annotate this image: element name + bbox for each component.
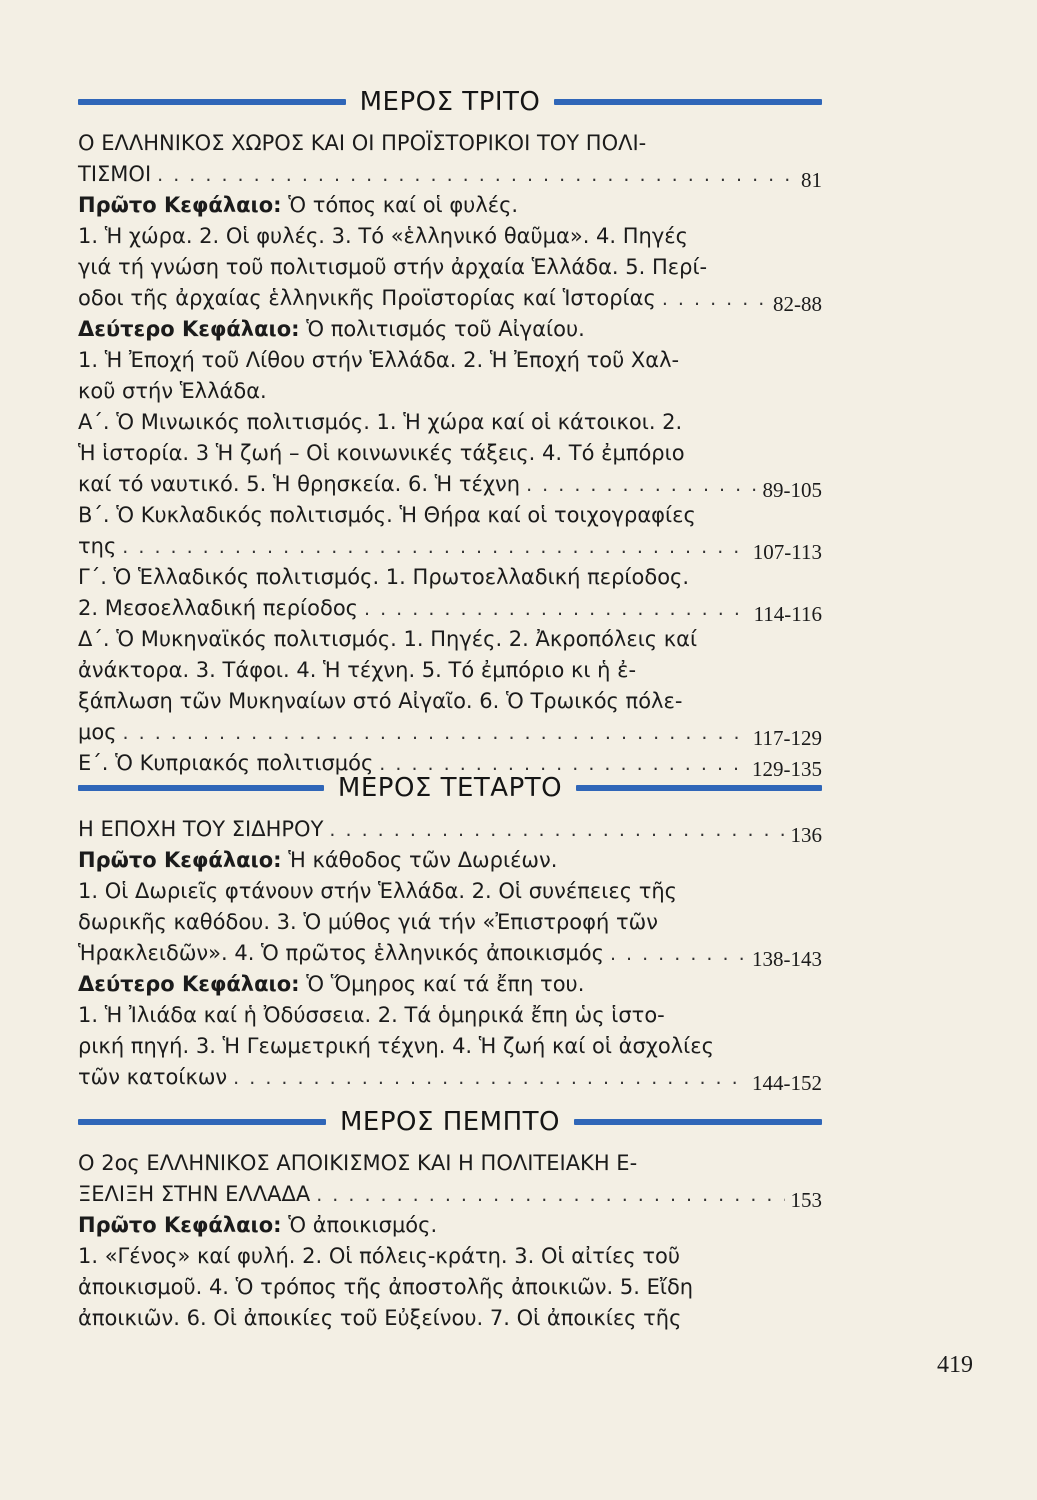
chapter-heading-line: [78, 1210, 822, 1241]
dot-leader: [329, 815, 784, 846]
line-text: [78, 1210, 437, 1241]
line-text: [78, 1000, 665, 1031]
dot-leader: [316, 1180, 784, 1211]
line-content: Α΄. Ὁ Μινωικός πολιτισμός. 1. Ἡ χώρα καί οἱ κάτοικοι. 2.: [78, 410, 683, 434]
dot-leader: [662, 284, 767, 315]
toc-entry-line: [78, 159, 822, 190]
toc-text-line: [78, 345, 822, 376]
line-content: της: [78, 534, 117, 558]
toc-text-line: [78, 562, 822, 593]
line-text: [78, 1272, 693, 1303]
line-content: ἀποικιῶν. 6. Οἱ ἀποικίες τοῦ Εὐξείνου. 7. Οἱ ἀποικίες τῆς: [78, 1306, 682, 1330]
line-content: Ε΄. Ὁ Κυπριακός πολιτισμός: [78, 751, 374, 775]
dot-leader: [123, 718, 747, 749]
line-content: ρική πηγή. 3. Ἡ Γεωμετρική τέχνη. 4. Ἡ ζωή καί οἱ ἀσχολίες: [78, 1034, 714, 1058]
line-text: [78, 314, 585, 345]
chapter-label: Δεύτερο Κεφάλαιο:: [78, 317, 300, 341]
dot-leader: [122, 532, 747, 563]
line-text: [78, 969, 584, 1000]
line-text: [78, 283, 656, 314]
line-text: [78, 814, 323, 845]
dot-leader: [526, 470, 756, 501]
line-text: [78, 686, 682, 717]
line-content: Ἡ ἱστορία. 3 Ἡ ζωή – Οἱ κοινωνικές τάξεις. 4. Τό ἐμπόριο: [78, 441, 685, 465]
line-content: Ὁ τόπος καί οἱ φυλές.: [281, 193, 519, 217]
line-text: [78, 345, 679, 376]
line-content: 1. Ἡ Ἰλιάδα καί ἡ Ὀδύσσεια. 2. Τά ὁμηρικά ἔπη ὡς ἱστο-: [78, 1003, 665, 1027]
line-content: 1. Ἡ Ἐποχή τοῦ Λίθου στήν Ἑλλάδα. 2. Ἡ Ἐποχή τοῦ Χαλ-: [78, 348, 680, 372]
page-ref: 136: [790, 823, 822, 847]
part-heading: [78, 768, 822, 808]
dot-leader: [364, 594, 748, 625]
chapter-heading-line: [78, 969, 822, 1000]
toc-text-line: [78, 128, 822, 159]
line-content: Η ΕΠΟΧΗ ΤΟΥ ΣΙΔΗΡΟΥ: [78, 817, 324, 841]
chapter-label: Πρῶτο Κεφάλαιο:: [78, 1213, 282, 1237]
heading-rule-right: [554, 99, 822, 105]
toc-text-line: [78, 1000, 822, 1031]
toc-entry-line: [78, 283, 822, 314]
line-text: [78, 717, 117, 748]
page-ref: 129-135: [752, 757, 822, 781]
page-ref: 107-113: [752, 540, 822, 564]
toc-entry-line: [78, 1179, 822, 1210]
toc-text-line: [78, 252, 822, 283]
line-content: Ο ΕΛΛΗΝΙΚΟΣ ΧΩΡΟΣ ΚΑΙ ΟΙ ΠΡΟΪΣΤΟΡΙΚΟΙ ΤΟΥ ΠΟΛΙ-: [78, 131, 647, 155]
line-content: οδοι τῆς ἀρχαίας ἑλληνικῆς Προϊστορίας καί Ἱστορίας: [78, 286, 656, 310]
toc-entry-line: [78, 938, 822, 969]
line-content: ξάπλωση τῶν Μυκηναίων στό Αἰγαῖο. 6. Ὁ Τρωικός πόλε-: [78, 689, 683, 713]
line-content: Ἡ κάθοδος τῶν Δωριέων.: [281, 848, 558, 872]
chapter-label: Πρῶτο Κεφάλαιο:: [78, 848, 282, 872]
part-heading: [78, 1102, 822, 1142]
line-text: [78, 221, 688, 252]
line-text: [78, 407, 682, 438]
page-ref: 144-152: [752, 1071, 822, 1095]
line-content: 1. Ἡ χώρα. 2. Οἱ φυλές. 3. Τό «ἑλληνικό θαῦμα». 4. Πηγές: [78, 224, 688, 248]
line-content: ΤΙΣΜΟΙ: [78, 162, 152, 186]
toc-section: [78, 814, 822, 1093]
toc-section: [78, 1148, 822, 1334]
line-content: ΞΕΛΙΞΗ ΣΤΗΝ ΕΛΛΑΔΑ: [78, 1182, 311, 1206]
toc-text-line: [78, 686, 822, 717]
page-number: 419: [937, 1352, 973, 1378]
toc-text-line: [78, 1303, 822, 1334]
line-text: [78, 500, 696, 531]
part-title: ΜΕΡΟΣ ΤΕΤΑΡΤΟ: [337, 773, 563, 803]
line-content: τῶν κατοίκων: [78, 1065, 228, 1089]
line-text: [78, 1179, 310, 1210]
dot-leader: [610, 939, 746, 970]
page-ref: 138-143: [752, 947, 822, 971]
toc-text-line: [78, 500, 822, 531]
line-text: [78, 376, 267, 407]
line-content: Ὁ Ὅμηρος καί τά ἔπη του.: [299, 972, 585, 996]
toc-text-line: [78, 907, 822, 938]
line-text: [78, 655, 636, 686]
line-text: [78, 562, 689, 593]
line-text: [78, 907, 658, 938]
part-title: ΜΕΡΟΣ ΠΕΜΠΤΟ: [340, 1107, 561, 1137]
line-text: [78, 531, 116, 562]
line-content: Ὁ πολιτισμός τοῦ Αἰγαίου.: [299, 317, 585, 341]
line-text: [78, 938, 604, 969]
line-text: [78, 1303, 681, 1334]
line-text: [78, 1148, 637, 1179]
toc-entry-line: [78, 469, 822, 500]
line-content: κοῦ στήν Ἑλλάδα.: [78, 379, 267, 403]
line-content: γιά τή γνώση τοῦ πολιτισμοῦ στήν ἀρχαία Ἑλλάδα. 5. Περί-: [78, 255, 708, 279]
chapter-label: Δεύτερο Κεφάλαιο:: [78, 972, 300, 996]
page-ref: 82-88: [773, 292, 822, 316]
line-content: καί τό ναυτικό. 5. Ἡ θρησκεία. 6. Ἡ τέχνη: [78, 472, 521, 496]
chapter-heading-line: [78, 845, 822, 876]
part-title: ΜΕΡΟΣ ΤΡΙΤΟ: [359, 87, 541, 117]
page-ref: 114-116: [753, 602, 822, 626]
line-content: 2. Μεσοελλαδική περίοδος: [78, 596, 359, 620]
dot-leader: [233, 1063, 746, 1094]
line-text: [78, 252, 707, 283]
line-content: μος: [78, 720, 117, 744]
chapter-heading-line: [78, 314, 822, 345]
heading-rule-right: [576, 785, 822, 791]
toc-text-line: [78, 438, 822, 469]
toc-text-line: [78, 1031, 822, 1062]
line-text: [78, 159, 151, 190]
toc-text-line: [78, 1148, 822, 1179]
line-text: [78, 624, 697, 655]
page-ref: 117-129: [752, 726, 822, 750]
toc-entry-line: [78, 593, 822, 624]
line-text: [78, 1241, 680, 1272]
toc-text-line: [78, 376, 822, 407]
line-content: δωρικῆς καθόδου. 3. Ὁ μύθος γιά τήν «Ἐπιστροφή τῶν: [78, 910, 658, 934]
line-content: 1. Οἱ Δωριεῖς φτάνουν στήν Ἑλλάδα. 2. Οἱ συνέπειες τῆς: [78, 879, 677, 903]
line-text: [78, 1062, 227, 1093]
line-text: [78, 593, 358, 624]
toc-text-line: [78, 221, 822, 252]
toc-text-line: [78, 624, 822, 655]
chapter-heading-line: [78, 190, 822, 221]
page-ref: 153: [790, 1188, 822, 1212]
toc-text-line: [78, 655, 822, 686]
heading-rule-left: [78, 785, 324, 791]
line-content: Β΄. Ὁ Κυκλαδικός πολιτισμός. Ἡ Θήρα καί οἱ τοιχογραφίες: [78, 503, 696, 527]
heading-rule-right: [574, 1119, 822, 1125]
line-text: [78, 438, 685, 469]
dot-leader: [157, 160, 795, 191]
toc-entry-line: [78, 1062, 822, 1093]
toc-text-line: [78, 407, 822, 438]
line-content: Ο 2ος ΕΛΛΗΝΙΚΟΣ ΑΠΟΙΚΙΣΜΟΣ ΚΑΙ Η ΠΟΛΙΤΕΙΑΚΗ Ε-: [78, 1151, 638, 1175]
toc-text-line: [78, 876, 822, 907]
line-content: ἀνάκτορα. 3. Τάφοι. 4. Ἡ τέχνη. 5. Τό ἐμπόριο κι ἡ ἐ-: [78, 658, 637, 682]
line-text: [78, 1031, 714, 1062]
heading-rule-left: [78, 1119, 326, 1125]
toc-text-line: [78, 1241, 822, 1272]
line-content: Ὁ ἀποικισμός.: [281, 1213, 438, 1237]
line-content: 1. «Γένος» καί φυλή. 2. Οἱ πόλεις-κράτη. 3. Οἱ αἰτίες τοῦ: [78, 1244, 680, 1268]
toc-entry-line: [78, 717, 822, 748]
toc-entry-line: [78, 531, 822, 562]
line-text: [78, 190, 518, 221]
toc-entry-line: [78, 814, 822, 845]
line-content: ἀποικισμοῦ. 4. Ὁ τρόπος τῆς ἀποστολῆς ἀποικιῶν. 5. Εἴδη: [78, 1275, 694, 1299]
line-text: [78, 469, 520, 500]
heading-rule-left: [78, 99, 346, 105]
line-content: Δ΄. Ὁ Μυκηναϊκός πολιτισμός. 1. Πηγές. 2. Ἀκροπόλεις καί: [78, 627, 698, 651]
toc-section: [78, 128, 822, 779]
line-text: [78, 845, 557, 876]
part-heading: [78, 82, 822, 122]
line-text: [78, 128, 646, 159]
chapter-label: Πρῶτο Κεφάλαιο:: [78, 193, 282, 217]
page-ref: 81: [801, 168, 822, 192]
page-ref: 89-105: [762, 478, 822, 502]
line-content: Ἡρακλειδῶν». 4. Ὁ πρῶτος ἑλληνικός ἀποικισμός: [78, 941, 604, 965]
toc-text-line: [78, 1272, 822, 1303]
line-text: [78, 876, 677, 907]
line-content: Γ΄. Ὁ Ἑλλαδικός πολιτισμός. 1. Πρωτοελλαδική περίοδος.: [78, 565, 690, 589]
